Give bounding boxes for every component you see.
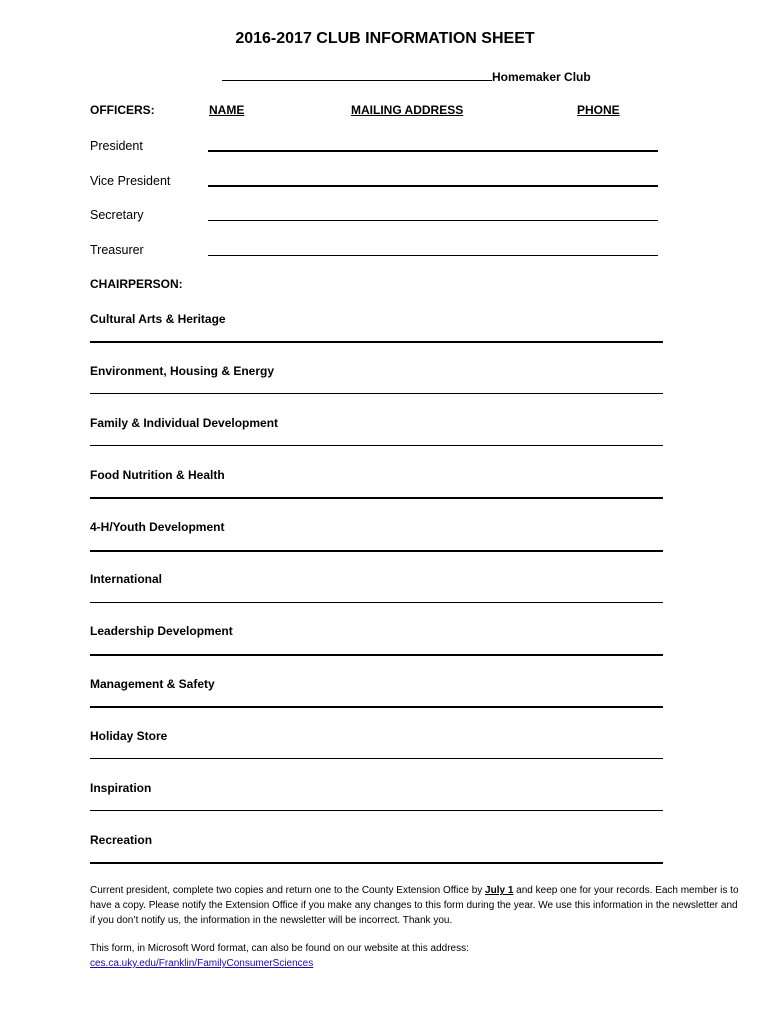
category-line-international[interactable]: [90, 602, 663, 603]
website-text: This form, in Microsoft Word format, can also be found on our website at this address:: [90, 943, 469, 954]
officer-label-secretary: Secretary: [90, 208, 144, 222]
website-link[interactable]: ces.ca.uky.edu/Franklin/FamilyConsumerSciences: [90, 958, 314, 969]
category-line-management[interactable]: [90, 706, 663, 708]
website-note: [90, 941, 740, 971]
category-label-cultural-arts: Cultural Arts & Heritage: [90, 312, 226, 326]
category-label-holiday-store: Holiday Store: [90, 729, 168, 743]
officer-label-president: President: [90, 139, 143, 153]
category-label-youth: 4-H/Youth Development: [90, 520, 225, 534]
club-name-line: [222, 69, 591, 84]
officer-label-treasurer: Treasurer: [90, 243, 144, 257]
officer-label-vice-president: Vice President: [90, 174, 171, 188]
note-text-1: Current president, complete two copies and return one to the County Extension Office by: [90, 885, 486, 896]
category-line-leadership[interactable]: [90, 654, 663, 656]
category-label-recreation: Recreation: [90, 833, 153, 847]
category-line-family[interactable]: [90, 445, 663, 446]
category-line-recreation[interactable]: [90, 862, 663, 864]
category-label-family: Family & Individual Development: [90, 416, 279, 430]
category-line-youth[interactable]: [90, 550, 663, 552]
chairperson-header: CHAIRPERSON:: [90, 277, 183, 291]
form-title: 2016-2017 CLUB INFORMATION SHEET: [235, 30, 535, 47]
name-column-header: NAME: [209, 103, 245, 117]
officer-line-president[interactable]: [208, 150, 658, 152]
note-deadline: July 1: [485, 885, 514, 896]
officer-line-treasurer[interactable]: [208, 255, 658, 256]
club-suffix: Homemaker Club: [492, 70, 591, 84]
category-label-environment: Environment, Housing & Energy: [90, 364, 275, 378]
category-label-international: International: [90, 572, 163, 586]
category-line-holiday-store[interactable]: [90, 758, 663, 759]
note-text-2: and keep one for your records. Each member is to have a copy. Please notify the Extension Office if you make any changes to this form during the year. We use this information in the newsletter and if you don’t notify us, the information in the newsletter will be incorrect. Thank you.: [90, 885, 739, 926]
club-name-blank[interactable]: [222, 69, 492, 81]
category-line-food-nutrition[interactable]: [90, 497, 663, 499]
category-line-environment[interactable]: [90, 393, 663, 394]
category-line-inspiration[interactable]: [90, 810, 663, 811]
officers-header: OFFICERS:: [90, 103, 155, 117]
category-label-management: Management & Safety: [90, 677, 215, 691]
phone-column-header: PHONE: [577, 103, 620, 117]
category-label-inspiration: Inspiration: [90, 781, 152, 795]
category-line-cultural-arts[interactable]: [90, 341, 663, 343]
category-label-food-nutrition: Food Nutrition & Health: [90, 468, 225, 482]
mailing-address-column-header: MAILING ADDRESS: [351, 103, 464, 117]
instructions-note: [90, 883, 740, 928]
category-label-leadership: Leadership Development: [90, 624, 233, 638]
officer-line-secretary[interactable]: [208, 220, 658, 221]
officer-line-vice-president[interactable]: [208, 185, 658, 187]
